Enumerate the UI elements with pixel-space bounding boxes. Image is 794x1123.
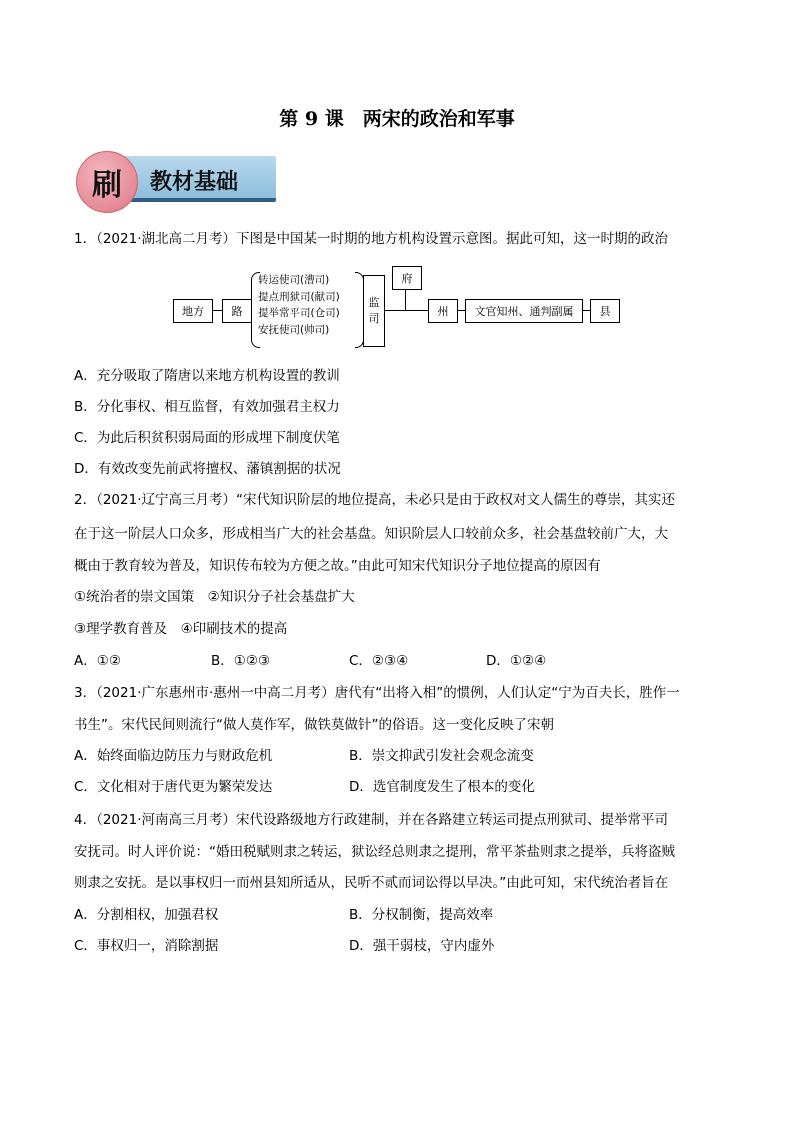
diagram-jiansi-label: 监 司 [368,296,380,325]
diagram-connector [212,310,222,311]
banner-label: 教材基础 [150,169,239,195]
diagram-node-lu: 路 [222,299,252,323]
diagram-func-1: 转运使司(漕司) [258,274,330,286]
diagram-node-officials: 文官知州、通判副属 [465,299,583,323]
q4-stem-line-1: 4．（2021·河南高三月考）宋代设路级地方行政建制，并在各路建立转运司提点刑狱司、提举常平司 [74,812,668,828]
diagram-connector [457,310,465,311]
diagram-functions-list [258,272,340,338]
q1-stem-line-1: 1．（2021·湖北高二月考）下图是中国某一时期的地方机构设置示意图。据此可知，这一时期的政治 [74,231,668,247]
q2-stem-line-5: ③理学教育普及 ④印刷技术的提高 [74,621,288,637]
q2-stem-line-2: 在于这一阶层人口众多，形成相当广大的社会基盘。知识阶层人口较前众多，社会基盘较前广大，大 [74,526,668,542]
q2-option-c: C．②③④ [349,653,409,669]
diagram-node-xian: 县 [590,299,620,323]
q2-stem-line-1: 2．（2021·辽宁高三月考）“宋代知识阶层的地位提高，未必只是由于政权对文人儒生的尊崇，其实还 [74,492,675,508]
banner-icon-char: 刷 [92,168,122,203]
q2-option-d: D．①②④ [486,653,547,669]
diagram-func-2: 提点刑狱司(献司) [258,290,340,303]
q3-stem-line-1: 3．（2021·广东惠州市·惠州一中高二月考）唐代有“出将入相”的惯例，人们认定“宁为百夫长，胜作一 [74,685,680,701]
q4-option-b: B．分权制衡，提高效率 [349,907,494,923]
q3-option-a: A．始终面临边防压力与财政危机 [74,748,273,764]
q3-stem-line-2: 书生”。宋代民间则流行“做人莫作军，做铁莫做针”的俗语。这一变化反映了宋朝 [74,717,554,733]
q1-option-b: B．分化事权、相互监督，有效加强君主权力 [74,399,340,415]
q2-option-b: B．①②③ [211,653,271,669]
diagram-connector [582,310,590,311]
q2-option-a: A．①② [74,653,121,669]
q2-stem-line-4: ①统治者的崇文国策 ②知识分子社会基盘扩大 [74,589,355,605]
page-title: 第 9 课 两宋的政治和军事 [279,108,515,130]
q2-stem-line-3: 概由于教育较为普及，知识传布较为方便之故。”由此可知宋代知识分子地位提高的原因有 [74,558,601,574]
diagram-func-3: 提举常平司(仓司) [258,307,340,319]
diagram-node-difang: 地方 [173,299,213,323]
diagram-connector [405,288,406,310]
q3-option-c: C．文化相对于唐代更为繁荣发达 [74,779,273,795]
diagram-node-fu: 府 [392,266,422,290]
q1-option-c: C．为此后积贫积弱局面的形成埋下制度伏笔 [74,430,340,446]
q4-stem-line-3: 则隶之安抚。是以事权归一而州县知所适从，民听不贰而词讼得以早决。”由此可知，宋代统治者旨在 [74,875,669,891]
q4-option-c: C．事权归一，消除割据 [74,938,219,954]
brush-badge-icon [76,151,138,213]
diagram-func-4: 安抚使司(帅司) [258,323,330,336]
diagram-node-zhou: 州 [428,299,458,323]
q4-stem-line-2: 安抚司。时人评价说：“婚田税赋则隶之转运，狱讼经总则隶之提刑，常平茶盐则隶之提举，兵将盗贼 [74,844,675,860]
section-banner [76,153,276,207]
q3-option-d: D．选官制度发生了根本的变化 [349,779,535,795]
q4-option-a: A．分割相权，加强君权 [74,907,219,923]
diagram-node-jiansi [363,275,385,347]
banner-bar [114,156,276,202]
q1-option-d: D．有效改变先前武将擅权、藩镇割据的状况 [74,461,341,477]
diagram-connector [384,310,428,311]
q3-option-b: B．崇文抑武引发社会观念流变 [349,748,534,764]
q4-option-d: D．强干弱枝，守内虚外 [349,938,495,954]
q1-option-a: A．充分吸取了隋唐以来地方机构设置的教训 [74,368,340,384]
